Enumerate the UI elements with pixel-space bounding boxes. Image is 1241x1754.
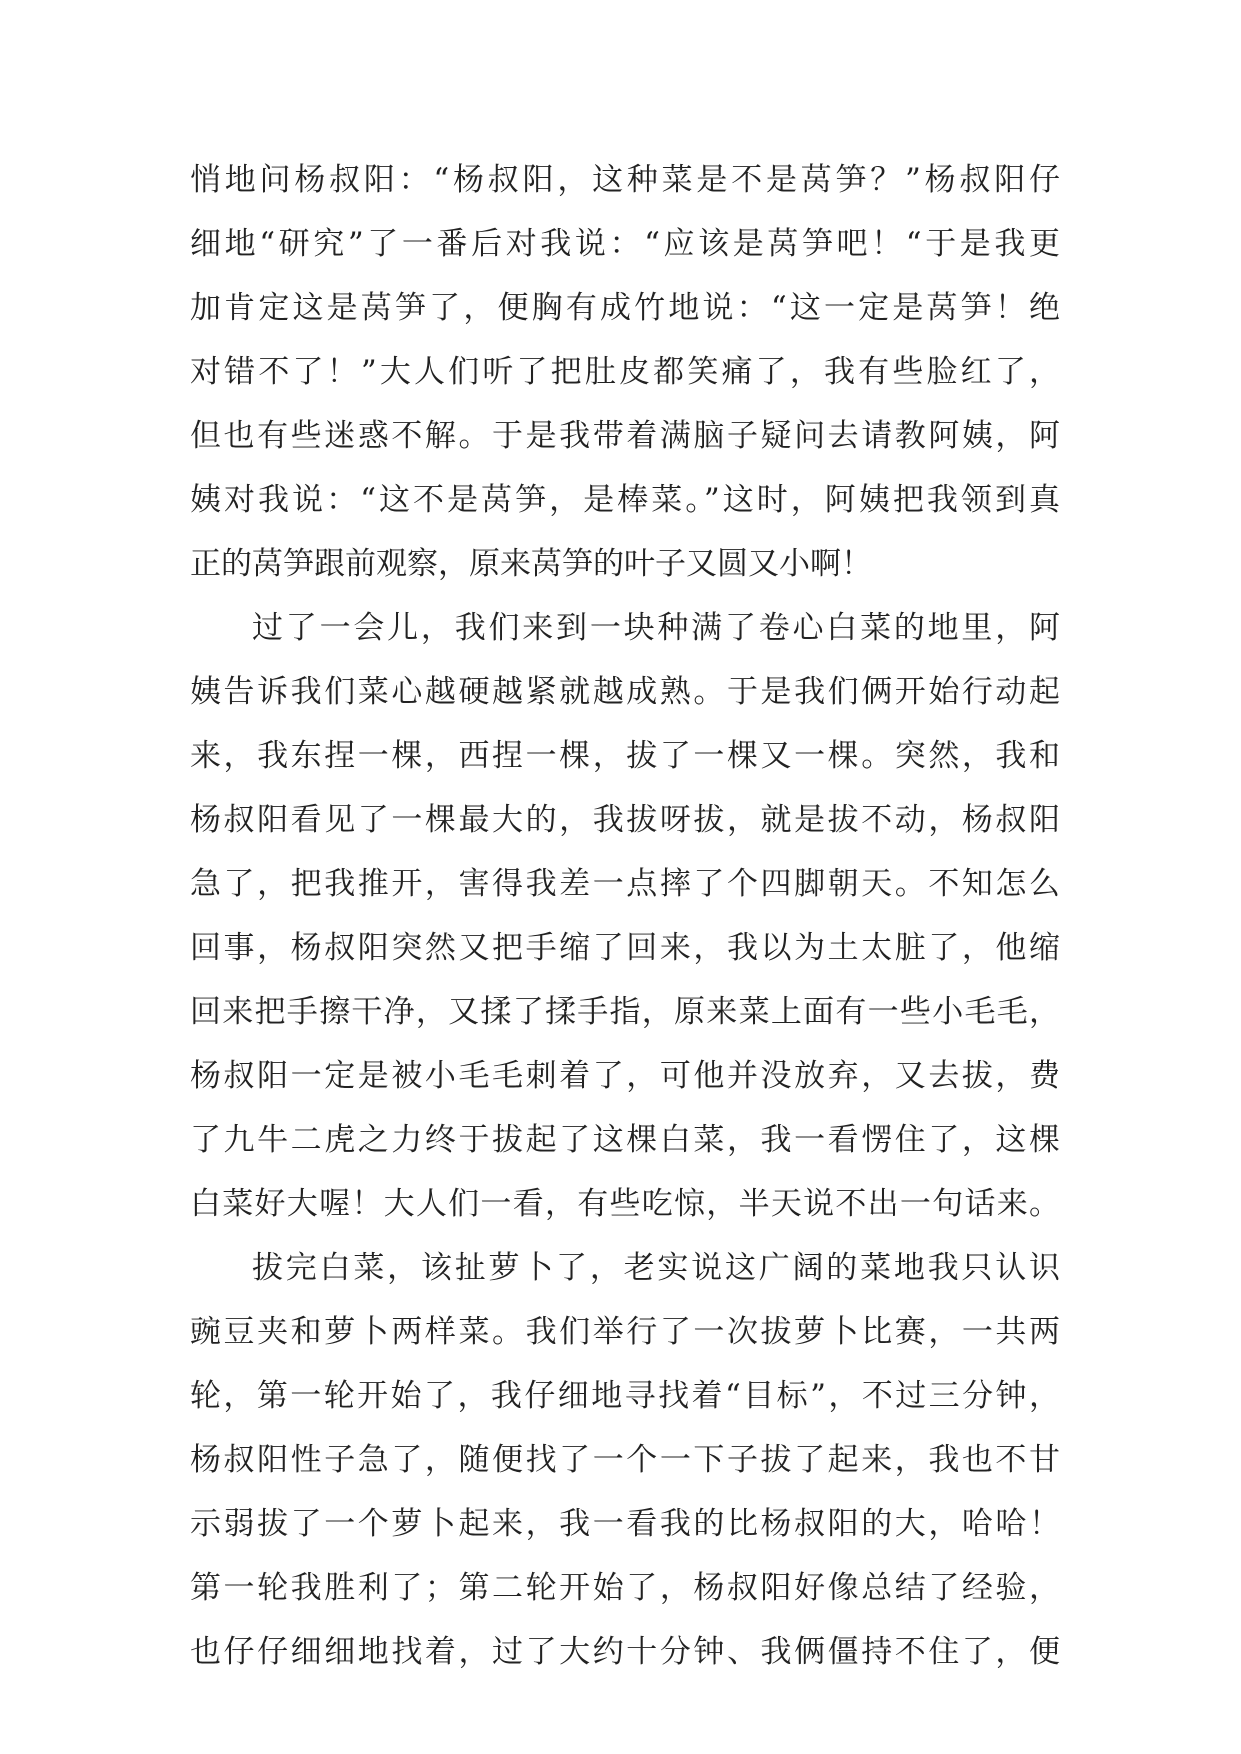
document-body <box>190 148 1060 1684</box>
text-line: 豌豆夹和萝卜两样菜。我们举行了一次拔萝卜比赛，一共两 <box>190 1314 1060 1350</box>
text-line: 但也有些迷惑不解。于是我带着满脑子疑问去请教阿姨，阿 <box>190 418 1060 454</box>
text-line: 回来把手擦干净，又揉了揉手指，原来菜上面有一些小毛毛， <box>190 994 1060 1030</box>
text-line: 正的莴笋跟前观察，原来莴笋的叶子又圆又小啊！ <box>190 546 872 582</box>
text-line: 姨对我说：“这不是莴笋，是棒菜。”这时，阿姨把我领到真 <box>190 482 1060 518</box>
text-line: 细地“研究”了一番后对我说：“应该是莴笋吧！“于是我更 <box>190 226 1060 262</box>
text-line: 来，我东捏一棵，西捏一棵，拔了一棵又一棵。突然，我和 <box>190 738 1060 774</box>
paragraph-start-line: 拔完白菜，该扯萝卜了，老实说这广阔的菜地我只认识 <box>252 1250 1060 1286</box>
text-line: 回事，杨叔阳突然又把手缩了回来，我以为土太脏了，他缩 <box>190 930 1060 966</box>
text-line: 白菜好大喔！大人们一看，有些吃惊，半天说不出一句话来。 <box>190 1186 1060 1222</box>
text-line: 杨叔阳一定是被小毛毛刺着了，可他并没放弃，又去拔，费 <box>190 1058 1060 1094</box>
text-line: 姨告诉我们菜心越硬越紧就越成熟。于是我们俩开始行动起 <box>190 674 1060 710</box>
text-line: 加肯定这是莴笋了，便胸有成竹地说：“这一定是莴笋！绝 <box>190 290 1060 326</box>
paragraph-start-line: 过了一会儿，我们来到一块种满了卷心白菜的地里，阿 <box>252 610 1060 646</box>
text-line: 第一轮我胜利了；第二轮开始了，杨叔阳好像总结了经验， <box>190 1570 1060 1606</box>
text-line: 也仔仔细细地找着，过了大约十分钟、我俩僵持不住了，便 <box>190 1634 1060 1670</box>
text-line: 杨叔阳看见了一棵最大的，我拔呀拔，就是拔不动，杨叔阳 <box>190 802 1060 838</box>
text-line: 轮，第一轮开始了，我仔细地寻找着“目标”，不过三分钟， <box>190 1378 1060 1414</box>
text-line: 对错不了！”大人们听了把肚皮都笑痛了，我有些脸红了， <box>190 354 1060 390</box>
text-line: 示弱拔了一个萝卜起来，我一看我的比杨叔阳的大，哈哈！ <box>190 1506 1060 1542</box>
text-line: 急了，把我推开，害得我差一点摔了个四脚朝天。不知怎么 <box>190 866 1060 902</box>
text-line: 了九牛二虎之力终于拔起了这棵白菜，我一看愣住了，这棵 <box>190 1122 1060 1158</box>
text-line: 悄地问杨叔阳：“杨叔阳，这种菜是不是莴笋？”杨叔阳仔 <box>190 162 1060 198</box>
text-line: 杨叔阳性子急了，随便找了一个一下子拔了起来，我也不甘 <box>190 1442 1060 1478</box>
